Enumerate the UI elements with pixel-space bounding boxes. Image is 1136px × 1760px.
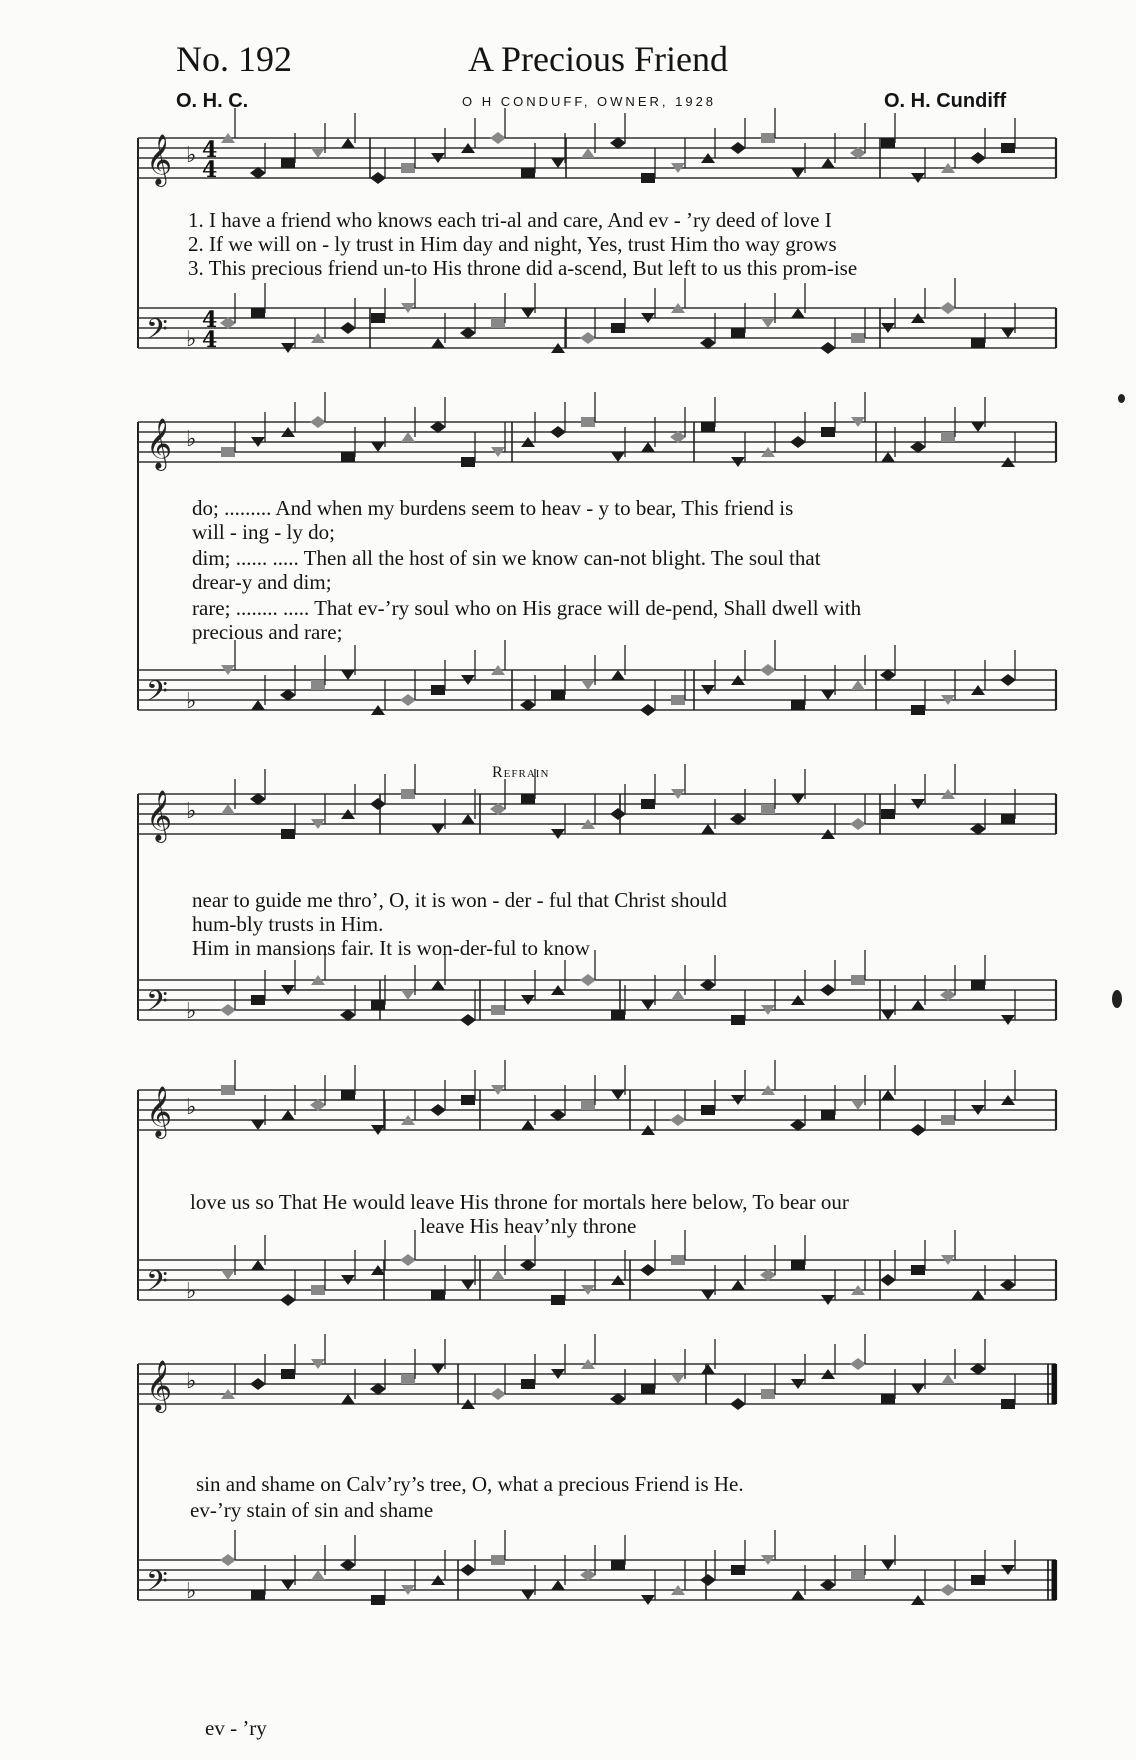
note-head: [790, 436, 806, 448]
note-head: [251, 995, 265, 1005]
note-head: [370, 798, 386, 810]
copyright-notice: O H CONDUFF, OWNER, 1928: [462, 94, 717, 109]
hymn-number: No. 192: [176, 39, 292, 79]
note-head: [280, 689, 296, 701]
note-head: [851, 333, 865, 343]
bass-clef-icon: 𝄢: [146, 675, 168, 715]
note-head: [641, 799, 655, 809]
time-signature: 4: [202, 137, 218, 163]
note-head: [490, 803, 506, 815]
note-head: [311, 148, 325, 158]
note-head: [701, 1105, 715, 1115]
note-head: [851, 1100, 865, 1110]
lyric-line-3a: near to guide me thro’, O, it is won - der - ful that Christ should: [192, 888, 727, 912]
note-head: [761, 1389, 775, 1399]
note-head: [881, 1394, 895, 1404]
note-head: [491, 1270, 505, 1280]
note-head: [821, 158, 835, 168]
treble-clef-icon: 𝄞: [146, 790, 173, 841]
note-head: [310, 416, 326, 428]
note-head: [910, 1124, 926, 1136]
note-head: [971, 338, 985, 348]
note-head: [341, 1394, 355, 1404]
lyric-line-4a: love us so That He would leave His throne for mortals here below, To bear our: [190, 1190, 849, 1214]
note-head: [971, 980, 985, 990]
note-head: [820, 1579, 836, 1591]
lyric-verse-3-line-2-end: precious and rare;: [192, 620, 343, 644]
note-head: [250, 1378, 266, 1390]
note-head: [641, 442, 655, 452]
note-head: [910, 441, 926, 453]
note-head: [881, 138, 895, 148]
note-head: [940, 1584, 956, 1596]
note-head: [220, 1554, 236, 1566]
key-signature-flat: ♭: [186, 999, 197, 1024]
note-head: [431, 980, 445, 990]
note-head: [371, 442, 385, 452]
key-signature-flat: ♭: [186, 327, 197, 352]
note-head: [281, 1580, 295, 1590]
note-head: [970, 1363, 986, 1375]
note-head: [551, 1295, 565, 1305]
note-head: [551, 690, 565, 700]
note-head: [670, 1114, 686, 1126]
lyric-line-5b: ev-’ry stain of sin and shame: [190, 1498, 434, 1522]
note-head: [220, 317, 236, 329]
note-head: [490, 132, 506, 144]
note-head: [281, 1110, 295, 1120]
note-head: [730, 1398, 746, 1410]
note-head: [521, 1590, 535, 1600]
note-head: [791, 168, 805, 178]
note-head: [761, 804, 775, 814]
note-head: [610, 808, 626, 820]
note-head: [280, 1294, 296, 1306]
note-head: [881, 452, 895, 462]
note-head: [971, 422, 985, 432]
note-head: [371, 313, 385, 323]
key-signature-flat: ♭: [186, 689, 197, 714]
note-head: [581, 680, 595, 690]
note-head: [371, 1000, 385, 1010]
note-head: [401, 1374, 415, 1384]
refrain-label: Refrain: [492, 764, 550, 781]
note-head: [221, 447, 235, 457]
note-head: [821, 1110, 835, 1120]
key-signature-flat: ♭: [186, 427, 197, 452]
note-head: [521, 1379, 535, 1389]
note-head: [311, 1570, 325, 1580]
note-head: [731, 1015, 745, 1025]
note-head: [431, 685, 445, 695]
note-head: [911, 1384, 925, 1394]
note-head: [941, 432, 955, 442]
note-head: [401, 789, 415, 799]
note-head: [641, 1384, 655, 1394]
lyric-line-4b: leave His heav’nly throne: [420, 1214, 637, 1238]
note-head: [1001, 814, 1015, 824]
music-credit: O. H. Cundiff: [884, 90, 1007, 112]
note-head: [850, 1358, 866, 1370]
note-head: [431, 338, 445, 348]
note-head: [401, 163, 415, 173]
note-head: [1001, 143, 1015, 153]
note-head: [551, 158, 565, 168]
note-head: [431, 1364, 445, 1374]
note-head: [671, 1374, 685, 1384]
note-head: [850, 147, 866, 159]
note-head: [941, 1374, 955, 1384]
note-head: [911, 1000, 925, 1010]
bass-clef-icon: 𝄢: [146, 1265, 168, 1305]
note-head: [701, 422, 715, 432]
treble-clef-icon: 𝄞: [146, 134, 173, 185]
note-head: [881, 1090, 895, 1100]
note-head: [431, 824, 445, 834]
note-head: [851, 680, 865, 690]
note-head: [370, 172, 386, 184]
note-head: [640, 704, 656, 716]
note-head: [580, 332, 596, 344]
note-head: [460, 327, 476, 339]
note-head: [731, 1280, 745, 1290]
key-signature-flat: ♭: [186, 1579, 197, 1604]
note-head: [430, 421, 446, 433]
note-head: [821, 427, 835, 437]
note-head: [701, 1290, 715, 1300]
note-head: [641, 173, 655, 183]
note-head: [611, 452, 625, 462]
note-head: [461, 457, 475, 467]
note-head: [281, 1369, 295, 1379]
note-head: [221, 1085, 235, 1095]
lyric-verse-3-line-1: 3. This precious friend un-to His throne did a-scend, But left to us this prom-ise: [188, 256, 858, 280]
note-head: [701, 1364, 715, 1374]
treble-clef-icon: 𝄞: [146, 1360, 173, 1411]
words-credit: O. H. C.: [176, 90, 249, 112]
bass-clef-icon: 𝄢: [146, 313, 168, 353]
note-head: [251, 308, 265, 318]
time-signature: 4: [202, 327, 218, 353]
key-signature-flat: ♭: [186, 799, 197, 824]
note-head: [341, 670, 355, 680]
note-head: [820, 342, 836, 354]
note-head: [491, 1005, 505, 1015]
note-head: [521, 1120, 535, 1130]
note-head: [221, 804, 235, 814]
note-head: [341, 452, 355, 462]
note-head: [791, 1590, 805, 1600]
note-head: [251, 700, 265, 710]
key-signature-flat: ♭: [186, 1279, 197, 1304]
bass-clef-icon: 𝄢: [146, 1565, 168, 1605]
note-head: [521, 794, 535, 804]
note-head: [731, 1565, 745, 1575]
time-signature: 4: [202, 307, 218, 333]
note-head: [880, 1274, 896, 1286]
note-head: [520, 1259, 536, 1271]
note-head: [311, 1285, 325, 1295]
note-head: [911, 1265, 925, 1275]
note-head: [610, 137, 626, 149]
treble-clef-icon: 𝄞: [146, 418, 173, 469]
note-head: [341, 1090, 355, 1100]
treble-clef-icon: 𝄞: [146, 1086, 173, 1137]
note-head: [971, 1290, 985, 1300]
note-head: [1000, 674, 1016, 686]
note-head: [340, 1559, 356, 1571]
note-head: [821, 690, 835, 700]
note-head: [881, 809, 895, 819]
time-signature: 4: [202, 157, 218, 183]
note-head: [281, 158, 295, 168]
key-signature-flat: ♭: [186, 1095, 197, 1120]
note-head: [760, 1269, 776, 1281]
note-head: [581, 148, 595, 158]
note-head: [761, 133, 775, 143]
note-head: [461, 1095, 475, 1105]
note-head: [251, 1120, 265, 1130]
note-head: [251, 1260, 265, 1270]
note-head: [581, 1100, 595, 1110]
note-head: [341, 138, 355, 148]
note-head: [550, 426, 566, 438]
note-head: [640, 1264, 656, 1276]
note-head: [400, 694, 416, 706]
note-head: [490, 1388, 506, 1400]
hymn-title: A Precious Friend: [468, 39, 728, 79]
note-head: [851, 975, 865, 985]
note-head: [400, 1254, 416, 1266]
note-head: [850, 818, 866, 830]
note-head: [430, 1104, 446, 1116]
note-head: [881, 1010, 895, 1020]
note-head: [611, 1010, 625, 1020]
lyric-verse-3-line-2: rare; ........ ..... That ev-’ry soul who on His grace will de-pend, Shall dwell with: [192, 596, 862, 620]
note-head: [311, 680, 325, 690]
note-head: [281, 829, 295, 839]
note-head: [671, 1255, 685, 1265]
note-head: [940, 989, 956, 1001]
note-head: [791, 1260, 805, 1270]
note-head: [340, 1009, 356, 1021]
note-head: [911, 705, 925, 715]
note-head: [1000, 1279, 1016, 1291]
note-head: [791, 308, 805, 318]
note-head: [1001, 328, 1015, 338]
note-head: [701, 824, 715, 834]
note-head: [791, 700, 805, 710]
note-head: [611, 323, 625, 333]
key-signature-flat: ♭: [186, 143, 197, 168]
note-head: [401, 432, 415, 442]
note-head: [460, 1014, 476, 1026]
note-head: [940, 302, 956, 314]
note-head: [761, 318, 775, 328]
note-head: [340, 322, 356, 334]
note-head: [401, 990, 415, 1000]
key-signature-flat: ♭: [186, 1369, 197, 1394]
note-head: [970, 823, 986, 835]
lyric-line-6: ev - ’ry: [205, 1716, 267, 1740]
note-head: [491, 318, 505, 328]
note-head: [461, 814, 475, 824]
note-head: [730, 813, 746, 825]
note-head: [521, 308, 535, 318]
scan-speck: [1112, 990, 1122, 1008]
note-head: [820, 984, 836, 996]
note-head: [671, 990, 685, 1000]
note-head: [610, 1393, 626, 1405]
note-head: [971, 1575, 985, 1585]
note-head: [221, 1270, 235, 1280]
note-head: [431, 1290, 445, 1300]
note-head: [700, 337, 716, 349]
lyric-verse-2-line-2: dim; ...... ..... Then all the host of sin we know can-not blight. The soul that: [192, 546, 821, 570]
lyric-verse-2-line-2-end: drear-y and dim;: [192, 570, 332, 594]
note-head: [581, 417, 595, 427]
note-head: [880, 669, 896, 681]
note-head: [941, 1115, 955, 1125]
bass-clef-icon: 𝄢: [146, 985, 168, 1025]
note-head: [551, 1580, 565, 1590]
note-head: [700, 979, 716, 991]
note-head: [520, 699, 536, 711]
lyric-verse-1-line-2-end: will - ing - ly do;: [192, 520, 335, 544]
note-head: [671, 695, 685, 705]
note-head: [611, 1090, 625, 1100]
note-head: [881, 1560, 895, 1570]
note-head: [371, 1595, 385, 1605]
note-head: [220, 1004, 236, 1016]
lyric-verse-1-line-1: 1. I have a friend who knows each tri-al and care, And ev - ’ry deed of love I: [188, 208, 832, 232]
note-head: [370, 1383, 386, 1395]
note-head: [851, 1570, 865, 1580]
note-head: [1001, 1399, 1015, 1409]
note-head: [461, 1280, 475, 1290]
lyric-line-5a: sin and shame on Calv’ry’s tree, O, what a precious Friend is He.: [196, 1472, 744, 1496]
lyric-line-3c: Him in mansions fair. It is won-der-ful to know: [192, 936, 590, 960]
note-head: [970, 152, 986, 164]
note-head: [731, 328, 745, 338]
note-head: [730, 142, 746, 154]
note-head: [700, 1574, 716, 1586]
note-head: [310, 1099, 326, 1111]
scan-speck: [1118, 394, 1125, 403]
note-head: [641, 1000, 655, 1010]
lyric-line-3b: hum-bly trusts in Him.: [192, 912, 384, 936]
note-head: [460, 1564, 476, 1576]
note-head: [580, 974, 596, 986]
lyric-verse-1-line-2: do; ......... And when my burdens seem to heav - y to bear, This friend is: [192, 496, 794, 520]
lyric-verse-2-line-1: 2. If we will on - ly trust in Him day and night, Yes, trust Him tho way grows: [188, 232, 837, 256]
note-head: [791, 794, 805, 804]
note-head: [790, 1119, 806, 1131]
note-head: [611, 670, 625, 680]
note-head: [670, 431, 686, 443]
note-head: [760, 664, 776, 676]
note-head: [611, 1560, 625, 1570]
note-head: [550, 1109, 566, 1121]
note-head: [251, 1590, 265, 1600]
note-head: [491, 1555, 505, 1565]
note-head: [250, 793, 266, 805]
note-head: [521, 168, 535, 178]
note-head: [250, 167, 266, 179]
note-head: [580, 1569, 596, 1581]
